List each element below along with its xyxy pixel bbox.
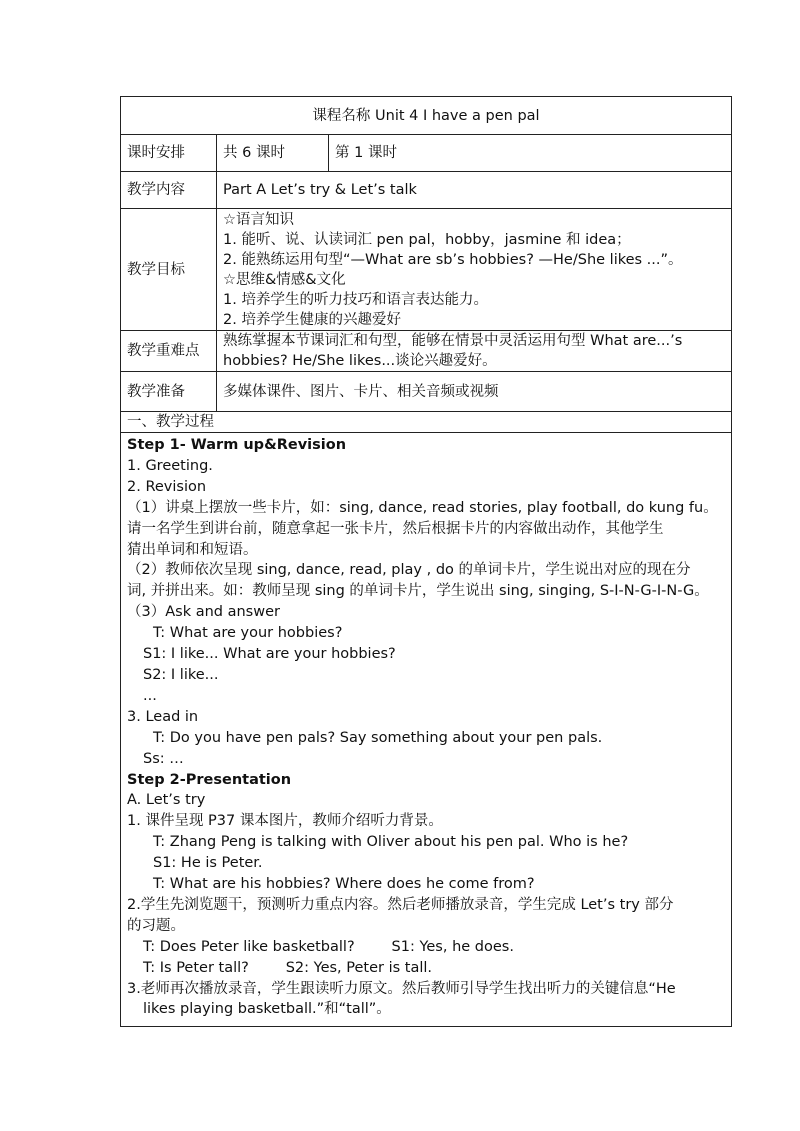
process-line: 请一名学生到讲台前，随意拿起一张卡片，然后根据卡片的内容做出动作，其他学生 [127,520,664,537]
process-line: 1. 课件呈现 P37 课本图片，教师介绍听力背景。 [127,813,443,830]
goals-line: ☆思维&情感&文化 [223,271,346,288]
process-line: likes playing basketball.”和“tall”。 [143,1001,391,1018]
process-line: 2. Revision [127,478,207,495]
goals-body [217,209,732,331]
dialogue-line: S1: He is Peter. [153,855,263,872]
step-heading: Step 2-Presentation [127,771,292,788]
dialogue-line: T: Do you have pen pals? Say something about your pen pals. [153,729,603,746]
difficulty-label: 教学重难点 [121,331,217,372]
process-line: 词, 并拼出来。如：教师呈现 sing 的单词卡片，学生说出 sing, singing, S-I-N-G-I-N-G。 [127,583,709,600]
process-line: （3）Ask and answer [127,604,280,621]
dialogue-line: T: What are his hobbies? Where does he come from? [153,876,535,893]
dialogue-line: Ss: … [143,750,184,767]
process-line: 的习题。 [127,917,185,934]
dialogue-line: S2: I like... [143,666,219,683]
process-line: 3. Lead in [127,708,199,725]
difficulty-body [217,331,732,372]
process-line: A. Let’s try [127,792,206,809]
difficulty-line: hobbies? He/She likes...谈论兴趣爱好。 [223,353,497,369]
dialogue-line: ... [143,687,157,704]
process-heading: 一、教学过程 [121,412,732,433]
dialogue-line: T: Is Peter tall? S2: Yes, Peter is tall. [143,959,433,976]
process-line: 猜出单词和和短语。 [127,541,258,558]
preparation-value: 多媒体课件、图片、卡片、相关音频或视频 [217,372,732,412]
process-line: 3.老师再次播放录音，学生跟读听力原文。然后教师引导学生找出听力的关键信息“He [127,980,676,997]
goals-line: 2. 培养学生健康的兴趣爱好 [223,311,401,328]
dialogue-line: T: Zhang Peng is talking with Oliver about his pen pal. Who is he? [153,834,629,851]
dialogue-line: T: What are your hobbies? [153,625,343,642]
process-line: 1. Greeting. [127,457,213,474]
goals-label: 教学目标 [121,209,217,331]
schedule-total: 共 6 课时 [217,135,329,172]
goals-line: 2. 能熟练运用句型“—What are sb’s hobbies? —He/She likes ...”。 [223,251,683,268]
goals-line: 1. 培养学生的听力技巧和语言表达能力。 [223,291,488,308]
content-value: Part A Let’s try & Let’s talk [217,172,732,209]
lesson-plan-table [120,96,732,1027]
dialogue-line: T: Does Peter like basketball? S1: Yes, he does. [143,938,514,955]
schedule-label: 课时安排 [121,135,217,172]
goals-line: ☆语言知识 [223,211,294,228]
goals-line: 1. 能听、说、认读词汇 pen pal，hobby，jasmine 和 idea； [223,231,631,248]
process-line: （2）教师依次呈现 sing, dance, read, play , do 的单词卡片，学生说出对应的现在分 [127,562,691,579]
preparation-label: 教学准备 [121,372,217,412]
process-body [121,433,732,1027]
content-label: 教学内容 [121,172,217,209]
lesson-plan-document [120,96,732,1027]
difficulty-line: 熟练掌握本节课词汇和句型，能够在情景中灵活运用句型 What are...’s [223,333,683,349]
course-title: 课程名称 Unit 4 I have a pen pal [121,97,732,135]
dialogue-line: S1: I like... What are your hobbies? [143,646,396,663]
step-heading: Step 1- Warm up&Revision [127,437,347,453]
schedule-current: 第 1 课时 [329,135,732,172]
process-line: （1）讲桌上摆放一些卡片，如：sing, dance, read stories, play football, do kung fu。 [127,499,718,516]
process-line: 2.学生先浏览题干，预测听力重点内容。然后老师播放录音，学生完成 Let’s try 部分 [127,896,674,913]
